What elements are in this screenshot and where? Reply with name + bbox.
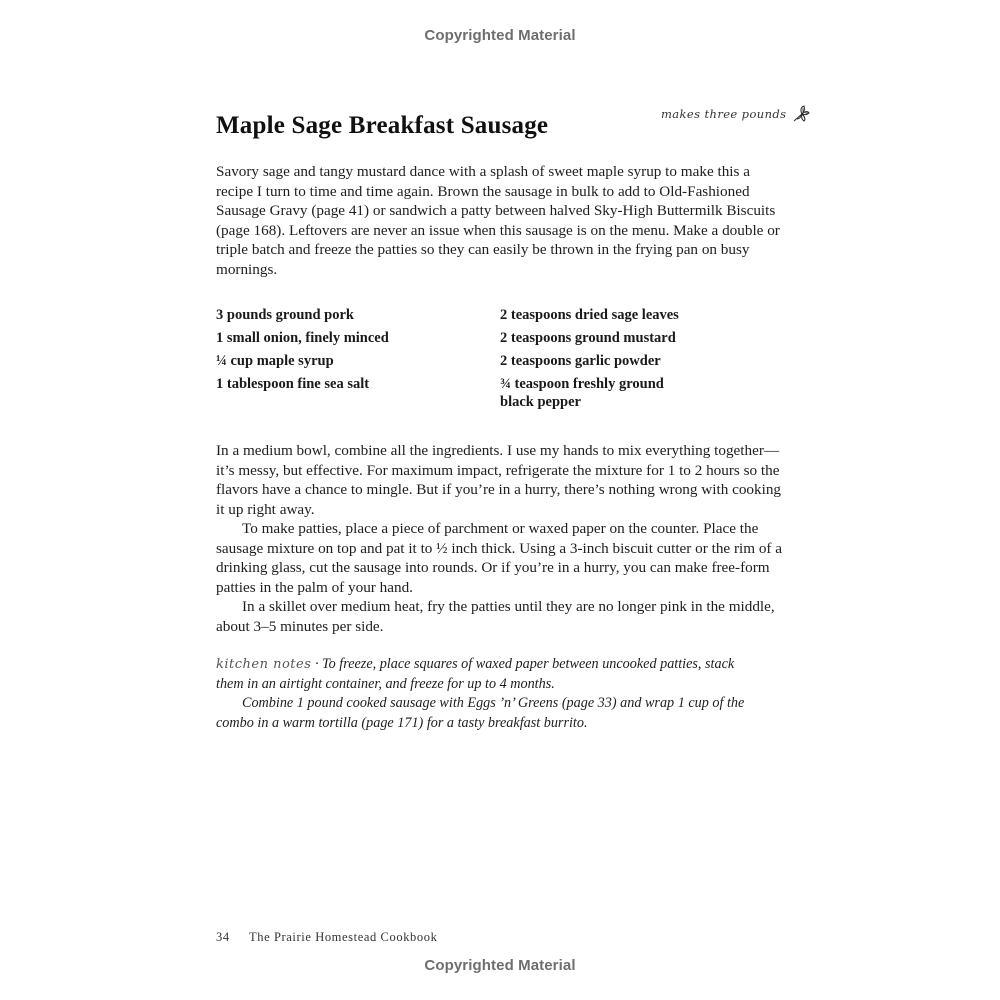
copyright-watermark-bottom: Copyrighted Material xyxy=(424,957,576,974)
ingredient-item: 2 teaspoons ground mustard xyxy=(500,330,676,346)
notes-separator: · xyxy=(311,656,323,672)
yield-text: makes three pounds xyxy=(661,107,787,121)
ingredient-item: 1 tablespoon fine sea salt xyxy=(216,376,370,392)
ingredient-item: 3 pounds ground pork xyxy=(216,307,354,323)
kitchen-notes-label: kitchen notes xyxy=(216,657,312,672)
recipe-intro: Savory sage and tangy mustard dance with a splash of sweet maple syrup to make this a recipe I turn to time and time again. Brown the sausage in bulk to add to Old-Fashioned Sausage Gravy (page 41) or sandwich a patty between halved Sky-High Buttermilk Biscuits (page 168). Leftovers are never an issue when this sausage is on the menu. Make a double or triple batch and freeze the patties so they can easily be thrown in the frying pan on busy mornings. xyxy=(216,163,780,278)
method-step: In a medium bowl, combine all the ingredients. I use my hands to mix everything together—it’s messy, but effective. For maximum impact, refrigerate the mixture for 1 to 2 hours so the flavors have a chance to mingle. But if you’re in a hurry, there’s nothing wrong with cooking it up right away. xyxy=(216,442,782,518)
page-number: 34 xyxy=(216,930,230,944)
recipe-yield xyxy=(661,104,810,124)
kitchen-note-text: To freeze, place squares of waxed paper between uncooked patties, stack them in an airtight container, and freeze for up to 4 months. xyxy=(216,656,735,692)
ingredients-column-right xyxy=(500,306,700,416)
ingredient-item: ¾ teaspoon freshly ground black pepper xyxy=(500,376,664,410)
recipe-title: Maple Sage Breakfast Sausage xyxy=(216,111,549,139)
book-title: The Prairie Homestead Cookbook xyxy=(249,930,438,944)
kitchen-note: Combine 1 pound cooked sausage with Eggs ’n’ Greens (page 33) and wrap 1 cup of the combo in a warm tortilla (page 171) for a tasty breakfast burrito. xyxy=(216,695,745,731)
sprig-icon xyxy=(792,104,810,124)
page-footer xyxy=(216,930,437,945)
ingredient-item: 1 small onion, finely minced xyxy=(216,330,389,346)
recipe-method xyxy=(216,441,786,636)
copyright-watermark-top: Copyrighted Material xyxy=(424,27,576,44)
method-step: To make patties, place a piece of parchment or waxed paper on the counter. Place the sausage mixture on top and pat it to ½ inch thick. Using a 3-inch biscuit cutter or the rim of a drinking glass, cut the sausage into rounds. Or if you’re in a hurry, you can make free-form patties in the palm of your hand. xyxy=(216,520,783,596)
ingredients-column-left xyxy=(216,306,500,416)
kitchen-note xyxy=(216,655,756,694)
ingredient-item: 2 teaspoons garlic powder xyxy=(500,353,661,369)
method-step: In a skillet over medium heat, fry the patties until they are no longer pink in the middle, about 3–5 minutes per side. xyxy=(216,598,775,635)
ingredient-item: ¼ cup maple syrup xyxy=(216,353,334,369)
ingredient-item: 2 teaspoons dried sage leaves xyxy=(500,307,679,323)
kitchen-notes xyxy=(216,655,756,733)
ingredients-list xyxy=(216,306,776,416)
